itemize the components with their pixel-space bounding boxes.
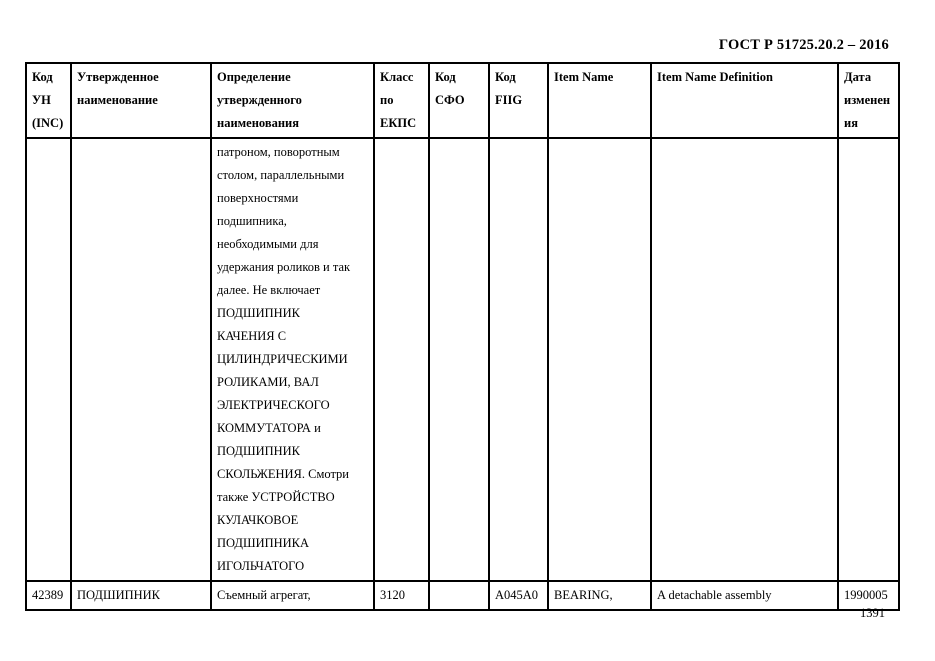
column-header-ekps-class bbox=[374, 63, 429, 138]
document-reference: ГОСТ Р 51725.20.2 – 2016 bbox=[718, 37, 889, 53]
classification-table bbox=[25, 62, 900, 611]
column-header-item-name bbox=[548, 63, 651, 138]
column-header-inc-code bbox=[26, 63, 71, 138]
column-header-line: (INC) bbox=[32, 116, 64, 130]
page-number: 1391 bbox=[860, 606, 885, 620]
column-header-item-name-definition bbox=[651, 63, 838, 138]
column-header-line: Определение bbox=[217, 70, 291, 84]
table-body bbox=[26, 138, 899, 610]
column-header-line: СФО bbox=[435, 93, 465, 107]
cell-inc-code bbox=[26, 138, 71, 581]
column-header-line: Item Name bbox=[554, 70, 614, 84]
column-header-line: Код bbox=[495, 70, 516, 84]
column-header-line: утвержденного bbox=[217, 93, 302, 107]
cell-text-line: 1990005 bbox=[844, 588, 888, 602]
cell-ekps-class bbox=[374, 138, 429, 581]
column-header-change-date bbox=[838, 63, 899, 138]
column-header-line: ия bbox=[844, 116, 858, 130]
cell-text-line: СКОЛЬЖЕНИЯ. Смотри bbox=[217, 467, 350, 481]
cell-text-line: КОММУТАТОРА и bbox=[217, 421, 321, 435]
table-header bbox=[26, 63, 899, 138]
column-header-line: Утвержденное bbox=[77, 70, 159, 84]
column-header-line: Дата bbox=[844, 70, 872, 84]
cell-inc-code bbox=[26, 581, 71, 610]
cell-item-name-definition bbox=[651, 138, 838, 581]
cell-definition bbox=[211, 138, 374, 581]
column-header-sfo-code bbox=[429, 63, 489, 138]
cell-text-line: Съемный агрегат, bbox=[217, 588, 311, 602]
column-header-line: Код bbox=[435, 70, 456, 84]
cell-text-line: патроном, поворотным bbox=[217, 145, 340, 159]
column-header-line: изменен bbox=[844, 93, 891, 107]
cell-item-name bbox=[548, 138, 651, 581]
cell-sfo-code bbox=[429, 138, 489, 581]
cell-text-line: КУЛАЧКОВОЕ bbox=[217, 513, 299, 527]
cell-text-line: BEARING, bbox=[554, 588, 613, 602]
cell-text-line: ПОДШИПНИК bbox=[217, 306, 301, 320]
cell-text-line: ПОДШИПНИК bbox=[217, 444, 301, 458]
cell-item-name-definition bbox=[651, 581, 838, 610]
cell-sfo-code bbox=[429, 581, 489, 610]
cell-text-line: ПОДШИПНИК bbox=[77, 588, 161, 602]
cell-text-line: A detachable assembly bbox=[657, 588, 772, 602]
cell-definition bbox=[211, 581, 374, 610]
cell-text-line: РОЛИКАМИ, ВАЛ bbox=[217, 375, 319, 389]
column-header-line: наименования bbox=[217, 116, 300, 130]
cell-text-line: подшипника, bbox=[217, 214, 287, 228]
column-header-line: ЕКПС bbox=[380, 116, 417, 130]
cell-approved-name bbox=[71, 138, 211, 581]
cell-text-line: также УСТРОЙСТВО bbox=[217, 490, 335, 504]
column-header-line: Item Name Definition bbox=[657, 70, 773, 84]
cell-text-line: КАЧЕНИЯ С bbox=[217, 329, 287, 343]
column-header-line: Код bbox=[32, 70, 53, 84]
cell-change-date bbox=[838, 138, 899, 581]
cell-text-line: ПОДШИПНИКА bbox=[217, 536, 310, 550]
table-header-row bbox=[26, 63, 899, 138]
column-header-definition bbox=[211, 63, 374, 138]
cell-approved-name bbox=[71, 581, 211, 610]
column-header-line: УН bbox=[32, 93, 51, 107]
column-header-line: FIIG bbox=[495, 93, 523, 107]
cell-text-line: ИГОЛЬЧАТОГО bbox=[217, 559, 305, 573]
cell-text-line: столом, параллельными bbox=[217, 168, 345, 182]
cell-text-line: 3120 bbox=[380, 588, 405, 602]
column-header-fiig-code bbox=[489, 63, 548, 138]
column-header-approved-name bbox=[71, 63, 211, 138]
cell-ekps-class bbox=[374, 581, 429, 610]
cell-text-line: поверхностями bbox=[217, 191, 299, 205]
column-header-line: по bbox=[380, 93, 394, 107]
continuation-row bbox=[26, 138, 899, 581]
entry-row bbox=[26, 581, 899, 610]
cell-text-line: A045A0 bbox=[495, 588, 539, 602]
cell-text-line: ЭЛЕКТРИЧЕСКОГО bbox=[217, 398, 330, 412]
cell-text-line: ЦИЛИНДРИЧЕСКИМИ bbox=[217, 352, 348, 366]
cell-text-line: 42389 bbox=[32, 588, 64, 602]
column-header-line: наименование bbox=[77, 93, 158, 107]
cell-fiig-code bbox=[489, 581, 548, 610]
cell-fiig-code bbox=[489, 138, 548, 581]
column-header-line: Класс bbox=[380, 70, 414, 84]
cell-text-line: необходимыми для bbox=[217, 237, 319, 251]
cell-text-line: удержания роликов и так bbox=[217, 260, 351, 274]
cell-item-name bbox=[548, 581, 651, 610]
cell-text-line: далее. Не включает bbox=[217, 283, 321, 297]
